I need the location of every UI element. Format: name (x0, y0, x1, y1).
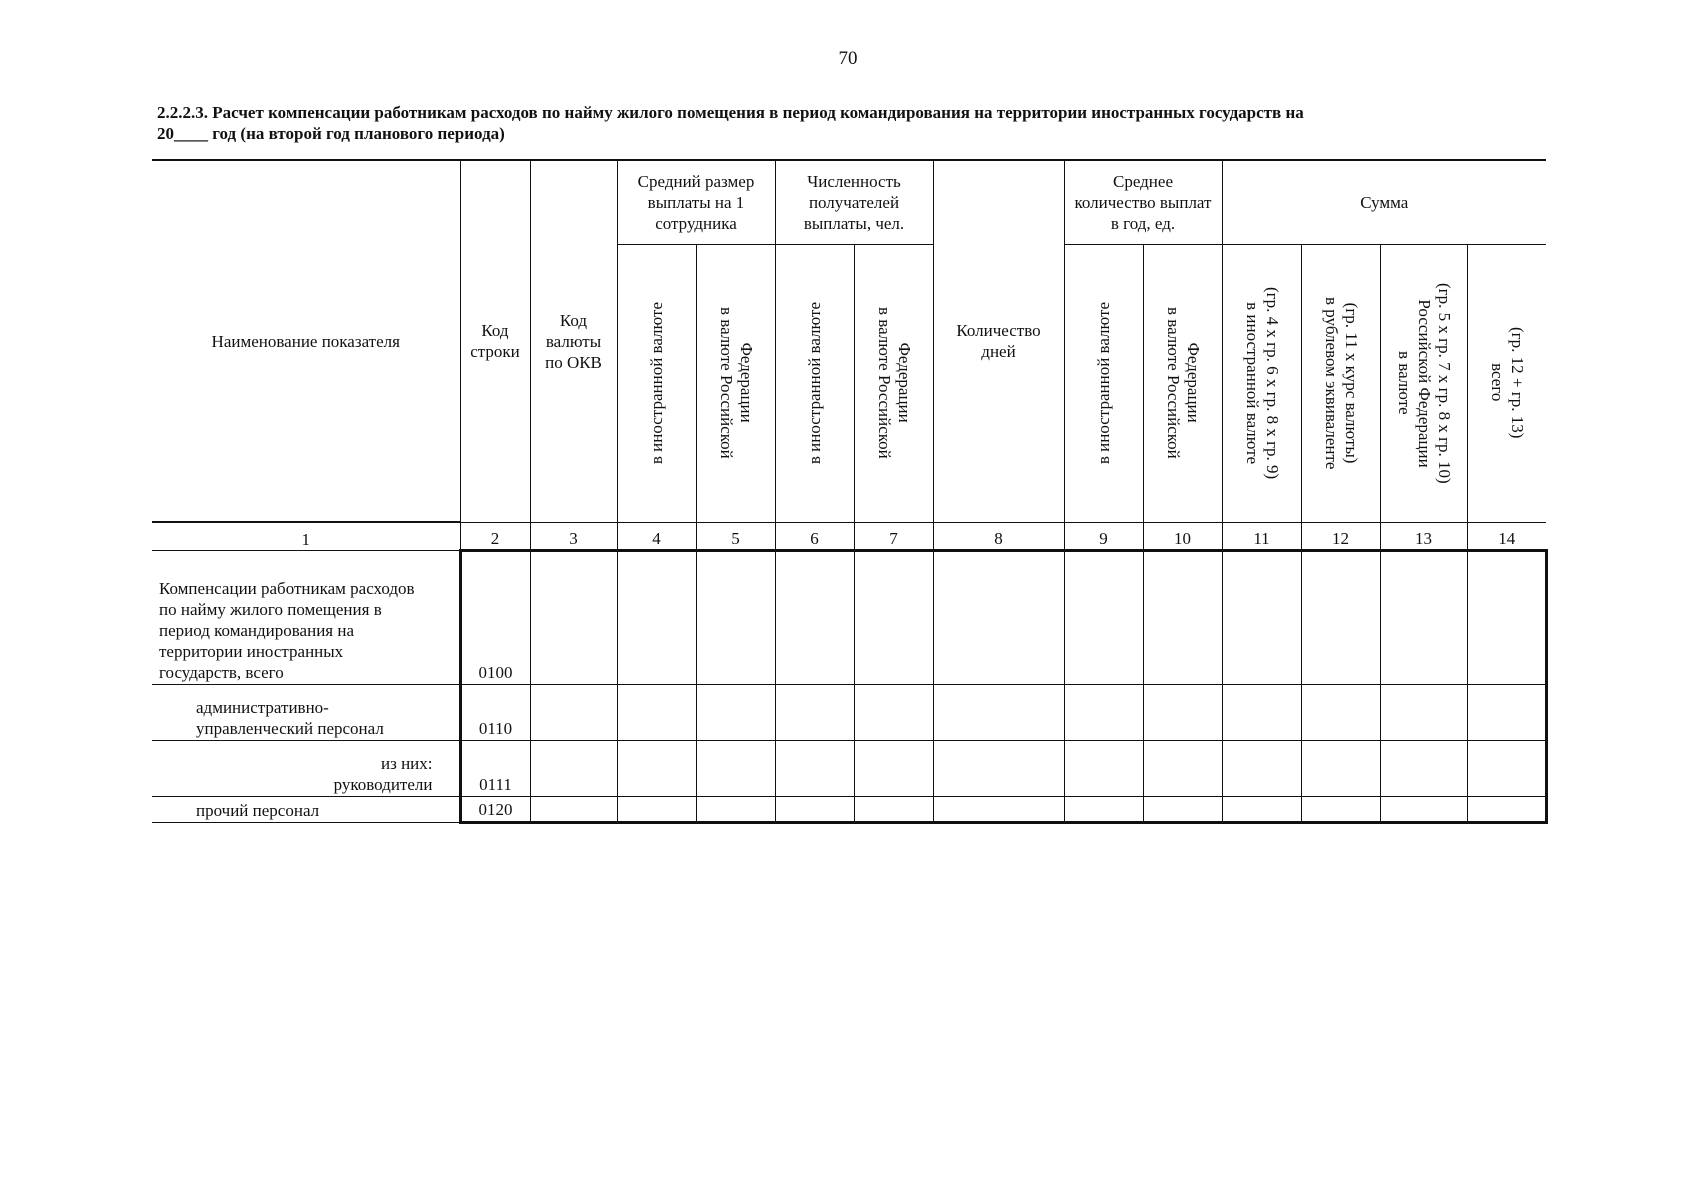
data-cell[interactable] (775, 796, 854, 822)
col-number: 1 (152, 522, 460, 550)
data-cell[interactable] (933, 550, 1064, 684)
data-cell[interactable] (1467, 796, 1546, 822)
data-cell[interactable] (1467, 550, 1546, 684)
compensation-table (152, 159, 1548, 824)
header-currency-code: Код валюты по ОКВ (530, 160, 617, 522)
col-number: 12 (1301, 522, 1380, 550)
data-cell[interactable] (1143, 796, 1222, 822)
row-code: 0120 (460, 796, 530, 822)
data-cell[interactable] (1301, 740, 1380, 796)
col-number: 11 (1222, 522, 1301, 550)
data-cell[interactable] (854, 740, 933, 796)
data-cell[interactable] (696, 796, 775, 822)
header-col6: в иностранной валюте (775, 244, 854, 522)
row-name: административно-управленческий персонал (152, 684, 460, 740)
data-cell[interactable] (696, 740, 775, 796)
data-cell[interactable] (1467, 740, 1546, 796)
header-col11: в иностранной валюте (гр. 4 x гр. 6 x гр. 8 x гр. 9) (1222, 244, 1301, 522)
header-row-code: Код строки (460, 160, 530, 522)
table-row (152, 740, 1546, 796)
data-cell[interactable] (854, 796, 933, 822)
header-col7: в валюте Российской Федерации (854, 244, 933, 522)
data-cell[interactable] (1143, 740, 1222, 796)
col-number: 3 (530, 522, 617, 550)
data-cell[interactable] (1143, 550, 1222, 684)
title-line-1: 2.2.2.3. Расчет компенсации работникам расходов по найму жилого помещения в период командирования на территории иностранных государств на (157, 103, 1304, 122)
header-col4: в иностранной валюте (617, 244, 696, 522)
data-cell[interactable] (1222, 684, 1301, 740)
section-title (157, 102, 1557, 144)
col-number: 7 (854, 522, 933, 550)
header-name: Наименование показателя (152, 160, 460, 522)
data-cell[interactable] (1301, 684, 1380, 740)
col-number: 6 (775, 522, 854, 550)
data-cell[interactable] (530, 550, 617, 684)
col-number: 10 (1143, 522, 1222, 550)
col-number: 13 (1380, 522, 1467, 550)
data-cell[interactable] (1467, 684, 1546, 740)
data-cell[interactable] (617, 684, 696, 740)
data-cell[interactable] (696, 684, 775, 740)
data-cell[interactable] (775, 684, 854, 740)
data-cell[interactable] (530, 684, 617, 740)
data-cell[interactable] (1143, 684, 1222, 740)
col-number: 4 (617, 522, 696, 550)
col-number: 14 (1467, 522, 1546, 550)
data-cell[interactable] (854, 684, 933, 740)
header-sum: Сумма (1222, 160, 1546, 244)
data-cell[interactable] (617, 796, 696, 822)
col-number: 5 (696, 522, 775, 550)
data-cell[interactable] (1222, 740, 1301, 796)
header-avg-payment: Средний размер выплаты на 1 сотрудника (617, 160, 775, 244)
data-cell[interactable] (933, 684, 1064, 740)
data-cell[interactable] (775, 550, 854, 684)
table-row (152, 550, 1546, 684)
header-avg-count: Среднее количество выплат в год, ед. (1064, 160, 1222, 244)
data-cell[interactable] (1380, 684, 1467, 740)
data-cell[interactable] (696, 550, 775, 684)
data-cell[interactable] (530, 740, 617, 796)
row-name: Компенсации работникам расходов по найму жилого помещения в период командирования на территории иностранных государств, всего (152, 550, 460, 684)
data-cell[interactable] (1301, 550, 1380, 684)
row-code: 0100 (460, 550, 530, 684)
row-name: из них: руководители (152, 740, 460, 796)
header-days: Количество дней (933, 160, 1064, 522)
data-cell[interactable] (1301, 796, 1380, 822)
row-code: 0111 (460, 740, 530, 796)
page-number: 70 (838, 48, 858, 69)
data-cell[interactable] (933, 740, 1064, 796)
col-number: 8 (933, 522, 1064, 550)
title-line-2: 20____ год (на второй год планового периода) (157, 124, 505, 143)
header-col5: в валюте Российской Федерации (696, 244, 775, 522)
data-cell[interactable] (1222, 796, 1301, 822)
data-cell[interactable] (933, 796, 1064, 822)
data-cell[interactable] (1380, 550, 1467, 684)
header-col14: всего (гр. 12 + гр. 13) (1467, 244, 1546, 522)
data-cell[interactable] (617, 550, 696, 684)
data-cell[interactable] (1064, 550, 1143, 684)
header-col10: в валюте Российской Федерации (1143, 244, 1222, 522)
data-cell[interactable] (1064, 796, 1143, 822)
table-row (152, 796, 1546, 822)
header-col12: в рублевом эквиваленте (гр. 11 x курс валюты) (1301, 244, 1380, 522)
header-col13: в валюте Российской Федерации (гр. 5 x гр. 7 x гр. 8 x гр. 10) (1380, 244, 1467, 522)
data-cell[interactable] (1222, 550, 1301, 684)
data-cell[interactable] (617, 740, 696, 796)
data-cell[interactable] (1064, 684, 1143, 740)
table-row (152, 684, 1546, 740)
col-number: 9 (1064, 522, 1143, 550)
row-name: прочий персонал (152, 796, 460, 822)
data-cell[interactable] (530, 796, 617, 822)
column-number-row (152, 522, 1546, 550)
header-col9: в иностранной валюте (1064, 244, 1143, 522)
header-recipients: Численность получателей выплаты, чел. (775, 160, 933, 244)
col-number: 2 (460, 522, 530, 550)
data-cell[interactable] (1064, 740, 1143, 796)
data-cell[interactable] (854, 550, 933, 684)
data-cell[interactable] (775, 740, 854, 796)
row-code: 0110 (460, 684, 530, 740)
data-cell[interactable] (1380, 796, 1467, 822)
data-cell[interactable] (1380, 740, 1467, 796)
